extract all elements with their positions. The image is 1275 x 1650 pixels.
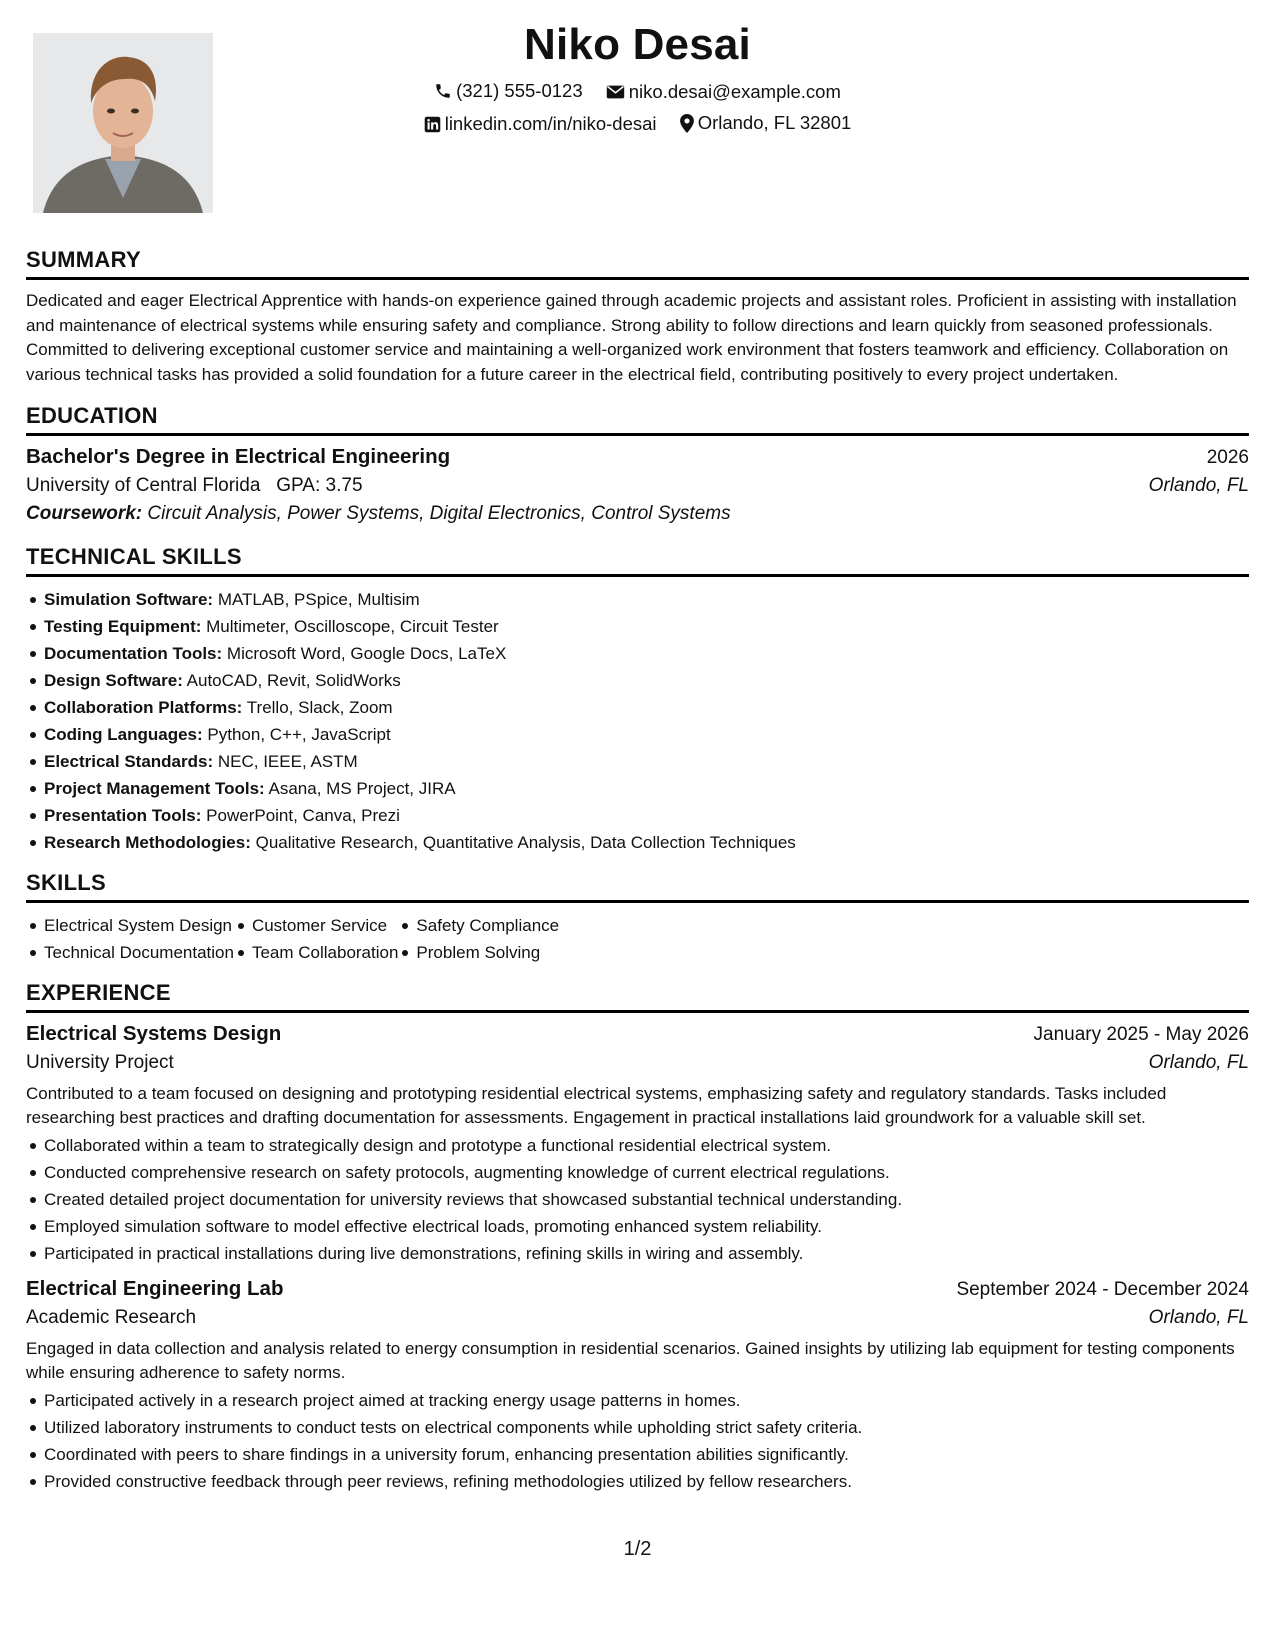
location-text: Orlando, FL 32801 — [697, 112, 852, 133]
experience-bullet: Participated in practical installations during live demonstrations, refining skills in wiring and assembly. — [44, 1240, 1249, 1267]
coursework-line — [26, 503, 1249, 525]
technical-skill-item: Testing Equipment: Multimeter, Oscilloscope, Circuit Tester — [44, 613, 1249, 640]
technical-skill-item: Coding Languages: Python, C++, JavaScript — [44, 721, 1249, 748]
phone-contact — [434, 80, 583, 102]
education-row-2 — [26, 475, 1249, 497]
experience-org: University Project — [26, 1052, 174, 1073]
technical-skills-list — [26, 586, 1249, 856]
skill-item: Electrical System Design — [44, 912, 234, 939]
experience-entry — [26, 1022, 1249, 1267]
technical-skill-item: Presentation Tools: PowerPoint, Canva, Prezi — [44, 802, 1249, 829]
contact-row-2 — [0, 112, 1275, 138]
gpa: GPA: 3.75 — [276, 475, 363, 496]
candidate-name: Niko Desai — [524, 20, 751, 69]
degree-title: Bachelor's Degree in Electrical Engineering — [26, 445, 451, 468]
summary-text: Dedicated and eager Electrical Apprentice with hands-on experience gained through academic projects and assistant roles. Proficient in assisting with installation and maintenance of electrical systems while ensuring safety and compliance. Strong ability to follow directions and learn quickly from seasoned professionals. Committed to delivering exceptional customer service and maintaining a well-organized work environment that fosters teamwork and efficiency. Collaboration on various technical tasks has provided a solid foundation for a future career in the electrical field, contributing positively to every project undertaken. — [26, 291, 1237, 384]
skill-item: Customer Service — [252, 912, 398, 939]
experience-subheader — [26, 1307, 1249, 1329]
linkedin-icon — [424, 116, 441, 133]
resume-content — [26, 246, 1249, 1495]
technical-skill-item: Collaboration Platforms: Trello, Slack, Zoom — [44, 694, 1249, 721]
experience-description: Contributed to a team focused on designing and prototyping residential electrical systems, emphasizing safety and regulatory standards. Tasks included researching best practices and drafting documentation for assessments. Engagement in practical installations laid groundwork for a valuable skill set. — [26, 1084, 1167, 1127]
experience-bullet: Created detailed project documentation for university reviews that showcased substantial technical understanding. — [44, 1186, 1249, 1213]
technical-skill-item: Documentation Tools: Microsoft Word, Google Docs, LaTeX — [44, 640, 1249, 667]
education-location: Orlando, FL — [1148, 475, 1249, 496]
education-row-1 — [26, 445, 1249, 469]
envelope-icon — [606, 84, 625, 100]
phone-icon — [434, 82, 452, 100]
school-name: University of Central Florida — [26, 475, 261, 496]
technical-skill-item: Design Software: AutoCAD, Revit, SolidWorks — [44, 667, 1249, 694]
technical-skill-item: Research Methodologies: Qualitative Research, Quantitative Analysis, Data Collection Techniques — [44, 829, 1249, 856]
experience-header — [26, 1277, 1249, 1301]
linkedin-text[interactable]: linkedin.com/in/niko-desai — [444, 113, 657, 134]
school-line — [26, 475, 363, 497]
experience-entry — [26, 1277, 1249, 1495]
experience-org: Academic Research — [26, 1307, 197, 1328]
skill-item: Safety Compliance — [416, 912, 559, 939]
technical-skill-item: Project Management Tools: Asana, MS Project, JIRA — [44, 775, 1249, 802]
experience-bullet: Utilized laboratory instruments to conduct tests on electrical components while upholding strict safety criteria. — [44, 1414, 1249, 1441]
experience-dates: September 2024 - December 2024 — [956, 1279, 1249, 1300]
skills-column — [398, 912, 559, 966]
experience-bullet: Coordinated with peers to share findings in a university forum, enhancing presentation abilities significantly. — [44, 1441, 1249, 1468]
experience-bullets — [26, 1132, 1249, 1267]
experience-location: Orlando, FL — [1148, 1307, 1249, 1328]
coursework-label: Coursework: — [26, 503, 143, 524]
experience-bullet: Conducted comprehensive research on safety protocols, augmenting knowledge of current electrical regulations. — [44, 1159, 1249, 1186]
email-contact[interactable] — [606, 81, 841, 103]
summary-heading: SUMMARY — [26, 246, 1249, 280]
linkedin-contact[interactable] — [424, 113, 657, 135]
phone-text: (321) 555-0123 — [456, 80, 583, 101]
page-number: 1/2 — [623, 1538, 652, 1560]
experience-heading: EXPERIENCE — [26, 979, 1249, 1013]
email-text[interactable]: niko.desai@example.com — [628, 81, 841, 102]
skill-item: Team Collaboration — [252, 939, 398, 966]
experience-title: Electrical Engineering Lab — [26, 1277, 284, 1300]
technical-skill-item: Simulation Software: MATLAB, PSpice, Multisim — [44, 586, 1249, 613]
skills-grid — [26, 912, 1249, 966]
graduation-year: 2026 — [1206, 447, 1249, 468]
coursework-list: Circuit Analysis, Power Systems, Digital Electronics, Control Systems — [147, 503, 731, 524]
experience-dates: January 2025 - May 2026 — [1033, 1024, 1249, 1045]
education-heading: EDUCATION — [26, 402, 1249, 436]
skill-item: Technical Documentation — [44, 939, 234, 966]
technical-skills-heading: TECHNICAL SKILLS — [26, 543, 1249, 577]
experience-title: Electrical Systems Design — [26, 1022, 282, 1045]
map-pin-icon — [680, 114, 694, 133]
experience-bullets — [26, 1387, 1249, 1495]
skills-column — [26, 912, 234, 966]
skill-item: Problem Solving — [416, 939, 559, 966]
contact-row-1 — [0, 80, 1275, 105]
experience-bullet: Provided constructive feedback through peer reviews, refining methodologies utilized by fellow researchers. — [44, 1468, 1249, 1495]
skills-heading: SKILLS — [26, 869, 1249, 903]
experience-header — [26, 1022, 1249, 1046]
technical-skill-item: Electrical Standards: NEC, IEEE, ASTM — [44, 748, 1249, 775]
experience-bullet: Collaborated within a team to strategically design and prototype a functional residential electrical system. — [44, 1132, 1249, 1159]
experience-bullet: Employed simulation software to model effective electrical loads, promoting enhanced system reliability. — [44, 1213, 1249, 1240]
experience-bullet: Participated actively in a research project aimed at tracking energy usage patterns in homes. — [44, 1387, 1249, 1414]
experience-location: Orlando, FL — [1148, 1052, 1249, 1073]
skills-column — [234, 912, 398, 966]
experience-subheader — [26, 1052, 1249, 1074]
experience-description: Engaged in data collection and analysis related to energy consumption in residential scenarios. Gained insights by utilizing lab equipment for testing components while ensuring adherence to safety norms. — [26, 1339, 1235, 1382]
location-contact — [680, 112, 852, 134]
